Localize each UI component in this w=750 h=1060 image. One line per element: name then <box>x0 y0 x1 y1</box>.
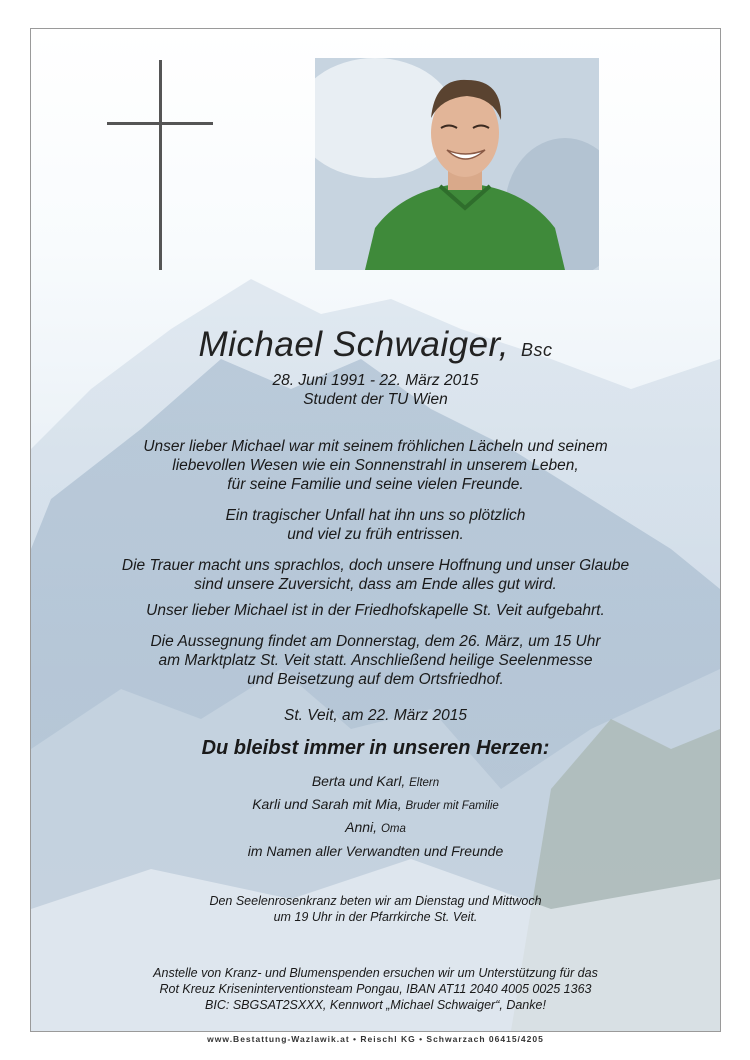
paragraph-4-line-1: Unser lieber Michael ist in der Friedhofskapelle St. Veit aufgebahrt. <box>146 602 605 619</box>
donation-line-2: Rot Kreuz Kriseninterventionsteam Pongau, IBAN AT11 2040 4005 0025 1363 <box>159 982 592 996</box>
family-line-4 <box>31 839 720 863</box>
family-names: Anni, <box>345 819 378 835</box>
paragraph-2-line-1: Ein tragischer Unfall hat ihn uns so plötzlich <box>225 507 526 524</box>
family-names: im Namen aller Verwandten und Freunde <box>247 843 504 859</box>
donation-line-3: BIC: SBGSAT2SXXX, Kennwort „Michael Schwaiger“, Danke! <box>205 998 546 1012</box>
paragraph-5-line-2: am Marktplatz St. Veit statt. Anschließend heilige Seelenmesse <box>158 652 593 669</box>
rosary-line-2: um 19 Uhr in der Pfarrkirche St. Veit. <box>273 910 478 924</box>
deceased-name <box>31 325 720 365</box>
occupation: Student der TU Wien <box>303 391 448 408</box>
paragraph-1-line-1: Unser lieber Michael war mit seinem fröhlichen Lächeln und seinem <box>143 438 608 455</box>
family-relation: Oma <box>380 823 406 835</box>
place-date: St. Veit, am 22. März 2015 <box>284 707 467 724</box>
paragraph-2-line-2: und viel zu früh entrissen. <box>287 526 464 543</box>
obituary-card <box>30 28 721 1032</box>
family-line-3 <box>31 815 720 841</box>
family-names: Karli und Sarah mit Mia, <box>252 796 402 812</box>
family-names: Berta und Karl, <box>311 773 406 789</box>
paragraph-5-line-1: Die Aussegnung findet am Donnerstag, dem 26. März, um 15 Uhr <box>150 633 601 650</box>
paragraph-3-line-1: Die Trauer macht uns sprachlos, doch unsere Hoffnung und unser Glaube <box>121 557 630 574</box>
paragraph-3-line-2: sind unsere Zuversicht, dass am Ende alles gut wird. <box>194 576 557 593</box>
donation-line-1: Anstelle von Kranz- und Blumenspenden ersuchen wir um Unterstützung für das <box>153 966 598 980</box>
family-relation: Bruder mit Familie <box>405 800 499 812</box>
name-text: Michael Schwaiger, <box>198 325 510 364</box>
motto: Du bleibst immer in unseren Herzen: <box>201 737 550 759</box>
paragraph-1-line-3: für seine Familie und seine vielen Freunde. <box>227 476 524 493</box>
paragraph-5-line-3: und Beisetzung auf dem Ortsfriedhof. <box>247 671 504 688</box>
rosary-line-1: Den Seelenrosenkranz beten wir am Dienstag und Mittwoch <box>209 894 542 908</box>
paragraph-1-line-2: liebevollen Wesen wie ein Sonnenstrahl in unserem Leben, <box>172 457 579 474</box>
family-relation: Eltern <box>409 777 440 789</box>
life-dates: 28. Juni 1991 - 22. März 2015 <box>272 372 479 389</box>
footer-imprint: www.Bestattung-Wazlawik.at • Reischl KG • Schwarzach 06415/4205 <box>207 1034 544 1044</box>
name-suffix: Bsc <box>521 340 553 360</box>
